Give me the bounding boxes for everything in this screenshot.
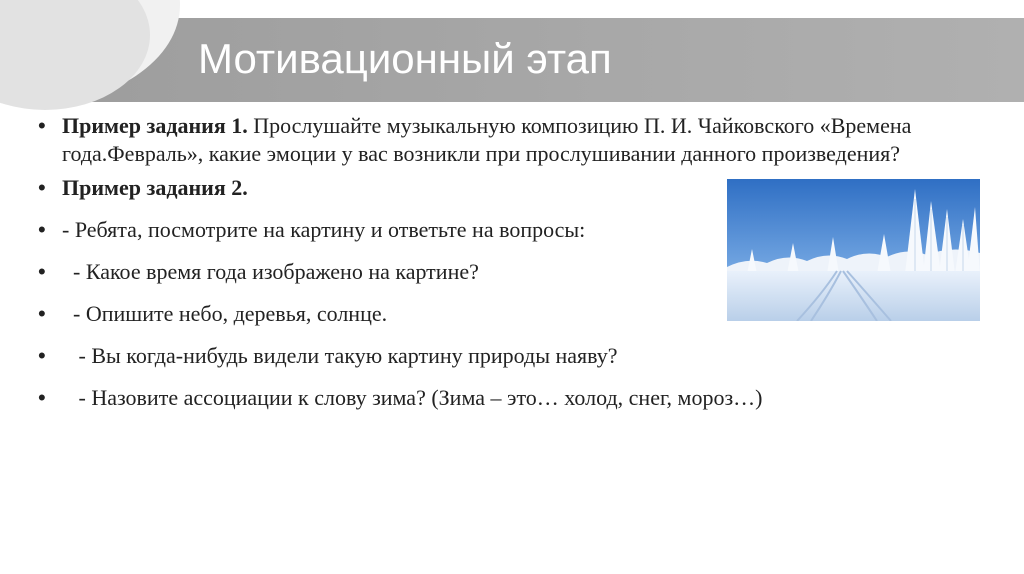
list-item	[38, 112, 938, 168]
bullet-marker: •	[38, 259, 46, 284]
list-item-text: - Опишите небо, деревья, солнце.	[62, 301, 388, 326]
slide-title: Мотивационный этап	[198, 35, 612, 82]
task-text: Прослушайте музыкальную композицию П. И. Чайковского «Времена года.Февраль», какие эмоции у вас возникли при прослушивании данного произведения?	[62, 113, 917, 166]
list-item	[38, 384, 938, 412]
list-item	[38, 342, 938, 370]
list-item-text: - Какое время года изображено на картине?	[62, 259, 479, 284]
task-label: Пример задания 1.	[62, 113, 248, 138]
list-item-text	[62, 112, 942, 168]
bullet-marker: •	[38, 301, 46, 326]
list-item-text	[62, 175, 248, 200]
winter-landscape-image	[727, 179, 980, 321]
list-item-text: - Ребята, посмотрите на картину и ответьте на вопросы:	[62, 217, 586, 242]
list-item-text: - Назовите ассоциации к слову зима? (Зима – это… холод, снег, мороз…)	[62, 385, 763, 410]
task-label: Пример задания 2.	[62, 175, 248, 200]
bullet-marker: •	[38, 385, 46, 410]
list-item-text: - Вы когда-нибудь видели такую картину природы наяву?	[62, 343, 618, 368]
bullet-marker: •	[38, 113, 46, 138]
bullet-marker: •	[38, 217, 46, 242]
bullet-marker: •	[38, 175, 46, 200]
bullet-marker: •	[38, 343, 46, 368]
